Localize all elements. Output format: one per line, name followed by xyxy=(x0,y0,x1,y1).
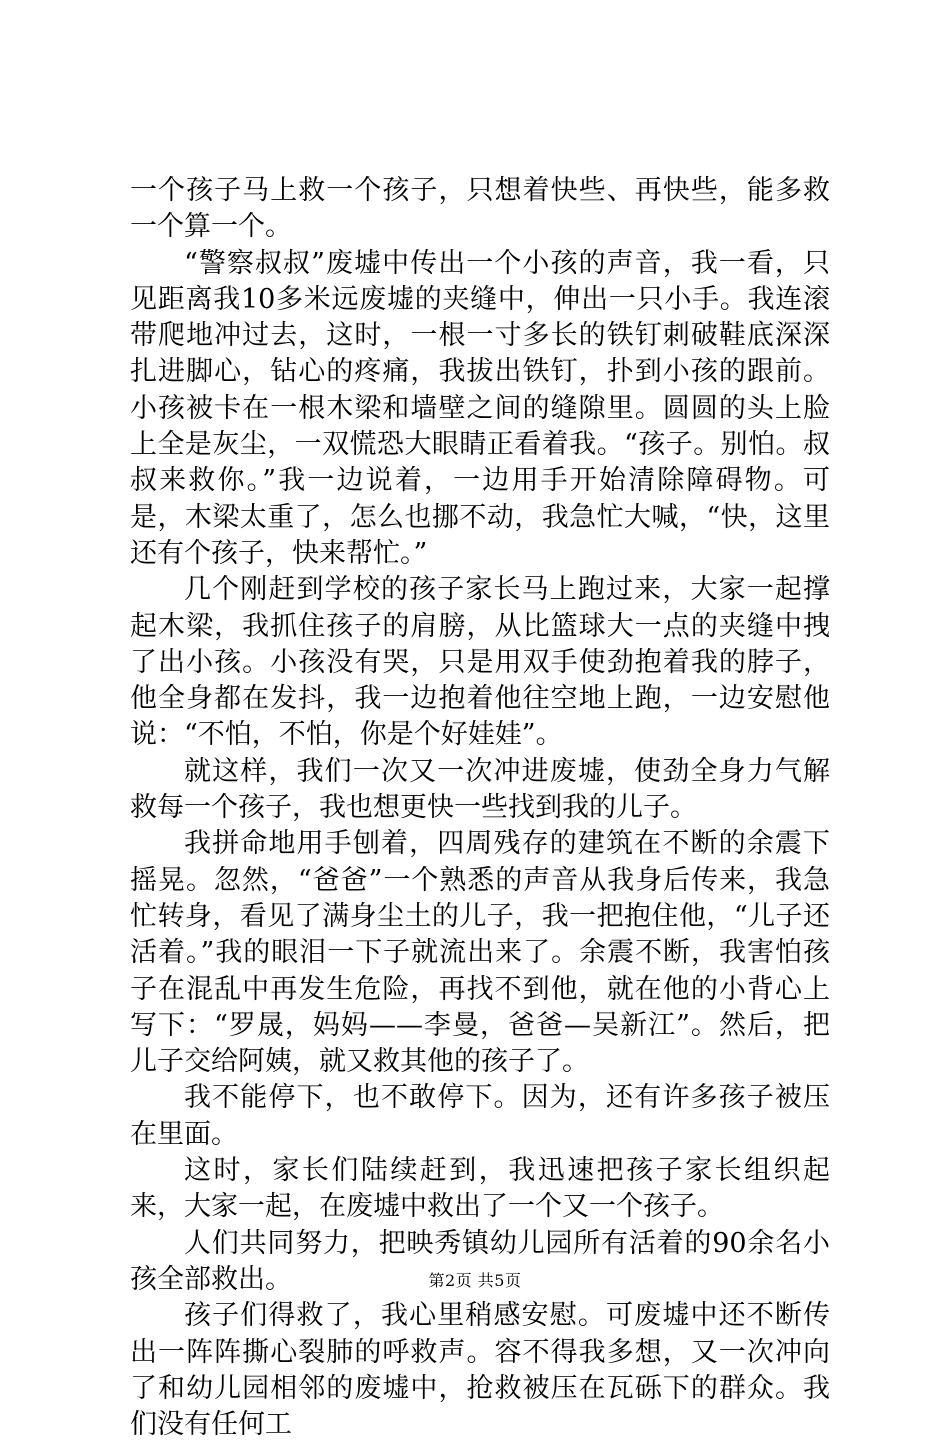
paragraph: “警察叔叔”废墟中传出一个小孩的声音，我一看，只见距离我10多米远废墟的夹缝中，伸出一只小手。我连滚带爬地冲过去，这时，一根一寸多长的铁钉刺破鞋底深深扎进脚心，钻心的疼痛，我拔出铁钉，扑到小孩的跟前。小孩被卡在一根木梁和墙壁之间的缝隙里。圆圆的头上脸上全是灰尘，一双慌恐大眼睛正看着我。“孩子。别怕。叔叔来救你。”我一边说着，一边用手开始清除障碍物。可是，木梁太重了，怎么也挪不动，我急忙大喊，“快，这里还有个孩子，快来帮忙。” xyxy=(130,247,830,569)
paragraph: 这时，家长们陆续赶到，我迅速把孩子家长组织起来，大家一起，在废墟中救出了一个又一个孩子。 xyxy=(130,1155,830,1223)
paragraph: 孩子们得救了，我心里稍感安慰。可废墟中还不断传出一阵阵撕心裂肺的呼救声。容不得我多想，又一次冲向了和幼儿园相邻的废墟中，抢救被压在瓦砾下的群众。我们没有任何工 xyxy=(130,1300,830,1441)
paragraph: 人们共同努力，把映秀镇幼儿园所有活着的90余名小孩全部救出。 xyxy=(130,1227,830,1295)
paragraph: 一个孩子马上救一个孩子，只想着快些、再快些，能多救一个算一个。 xyxy=(130,175,830,243)
paragraph: 几个刚赶到学校的孩子家长马上跑过来，大家一起撑起木梁，我抓住孩子的肩膀，从比篮球大一点的夹缝中拽了出小孩。小孩没有哭，只是用双手使劲抱着我的脖子，他全身都在发抖，我一边抱着他往空地上跑，一边安慰他说：“不怕，不怕，你是个好娃娃”。 xyxy=(130,574,830,751)
document-body xyxy=(130,173,830,1443)
paragraph: 我不能停下，也不敢停下。因为，还有许多孩子被压在里面。 xyxy=(130,1082,830,1150)
paragraph: 就这样，我们一次又一次冲进废墟，使劲全身力气解救每一个孩子，我也想更快一些找到我的儿子。 xyxy=(130,755,830,824)
page-number-footer: 第2页 共5页 xyxy=(428,1271,522,1290)
paragraph: 我拼命地用手刨着，四周残存的建筑在不断的余震下摇晃。忽然，“爸爸”一个熟悉的声音从我身后传来，我急忙转身，看见了满身尘土的儿子，我一把抱住他，“儿子还活着。”我的眼泪一下子就流出来了。余震不断，我害怕孩子在混乱中再发生危险，再找不到他，就在他的小背心上写下：“罗晟，妈妈——李曼，爸爸—吴新江”。然后，把儿子交给阿姨，就又救其他的孩子了。 xyxy=(130,828,830,1078)
